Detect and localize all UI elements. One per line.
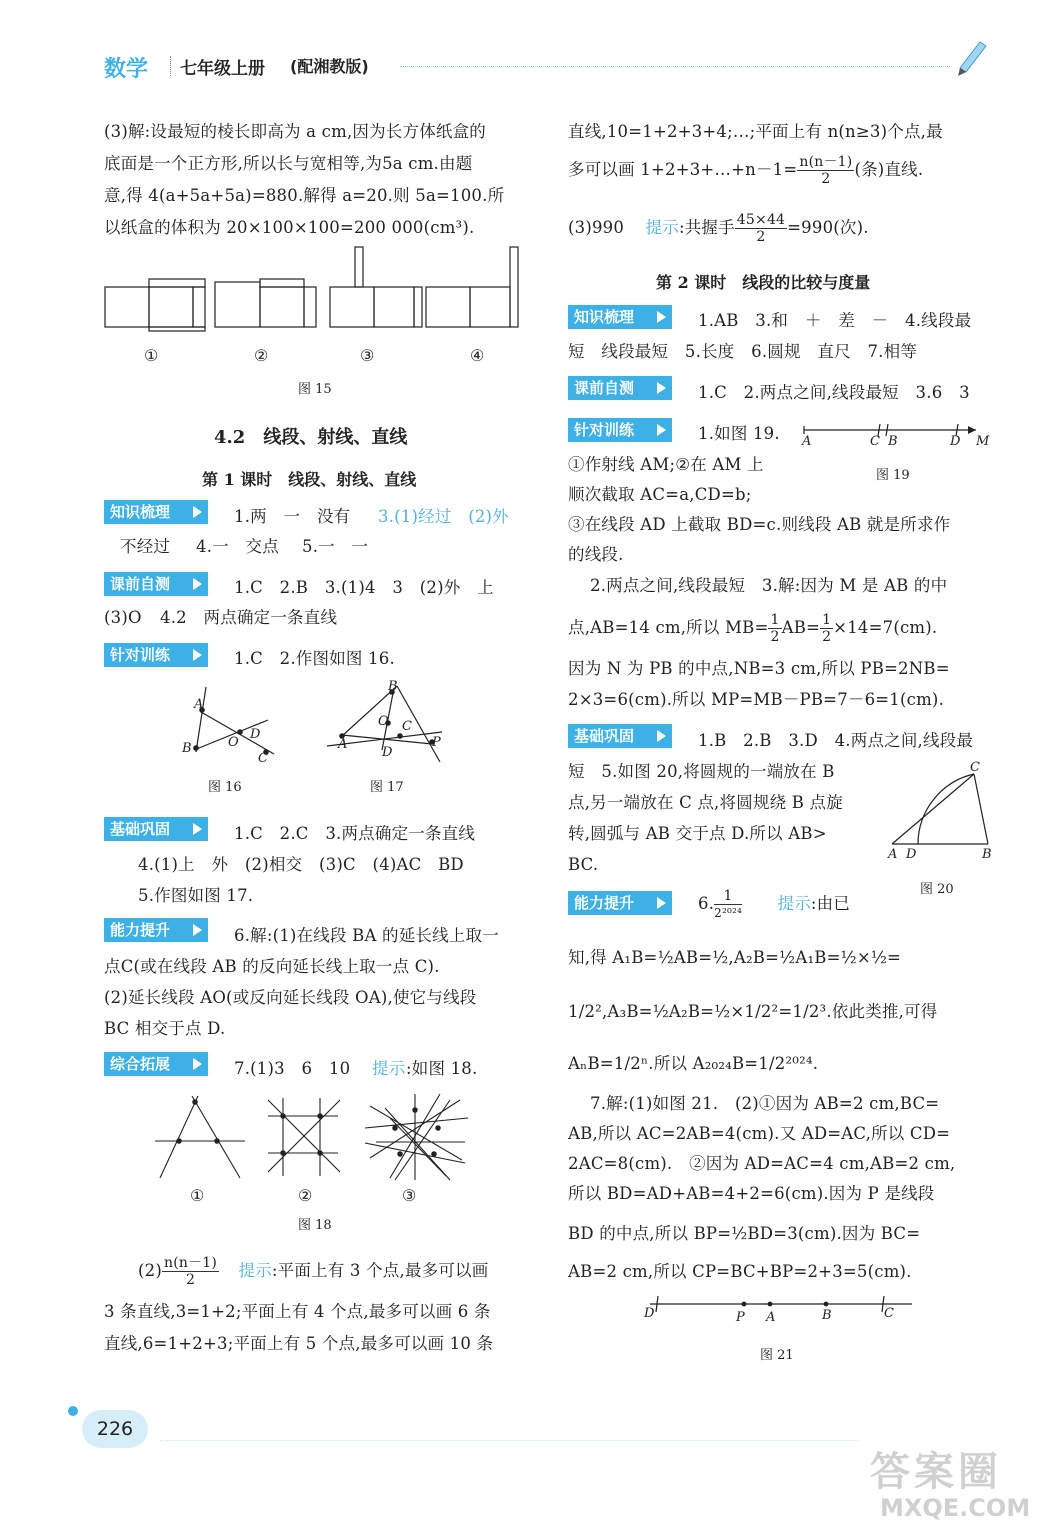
- r-q7-5: BD 的中点,所以 BP=½BD=3(cm).因为 BC=: [568, 1224, 921, 1243]
- svg-text:P: P: [432, 735, 441, 750]
- svg-text:C: C: [402, 719, 412, 734]
- r-jc3: 点,另一端放在 C 点,将圆规绕 B 点旋: [568, 793, 843, 812]
- fig16-caption: 图 16: [208, 780, 242, 795]
- r-q7-4: 所以 BD=AD+AB=4+2=6(cm).因为 P 是线段: [568, 1184, 935, 1203]
- r-q7-1: 7.解:(1)如图 21. (2)①因为 AB=2 cm,BC=: [590, 1094, 940, 1113]
- r-zd8: 因为 N 为 PB 的中点,NB=3 cm,所以 PB=2NB=: [568, 659, 950, 678]
- figure-20: [884, 760, 994, 866]
- l-nl4: BC 相交于点 D.: [104, 1019, 226, 1038]
- r-line3-pre: (3)990: [568, 218, 625, 237]
- r-nl1-pre: 6.: [698, 894, 715, 913]
- fig15-caption: 图 15: [298, 382, 332, 397]
- section-title: 4.2 线段、射线、直线: [214, 427, 408, 448]
- r-zd7-post: AB=: [781, 618, 821, 637]
- header-edition: (配湘教版): [290, 57, 369, 76]
- l-p2-den: 2: [185, 1272, 196, 1288]
- fig19-caption: 图 19: [876, 468, 910, 483]
- svg-text:O: O: [378, 714, 389, 729]
- r-q7-2: AB,所以 AC=2AB=4(cm).又 AD=AC,所以 CD=: [568, 1124, 951, 1143]
- l-zs1b: 3.(1)经过 (2)外: [378, 507, 509, 526]
- fig15-label-1: ①: [144, 346, 159, 365]
- r-jc2: 短 5.如图 20,将圆规的一端放在 B: [568, 762, 835, 781]
- tag-zhendui-1: 针对训练: [104, 643, 208, 667]
- r-jc4: 转,圆弧与 AB 交于点 D.所以 AB>: [568, 824, 827, 843]
- fig15-label-2: ②: [254, 346, 269, 365]
- lesson1-title: 第 1 课时 线段、射线、直线: [202, 470, 417, 489]
- l-zs2c: 5.一 一: [302, 537, 369, 556]
- fig21-label-d: D: [644, 1306, 655, 1321]
- l-jc2: 4.(1)上 外 (2)相交 (3)C (4)AC BD: [138, 855, 464, 874]
- l-jc1: 1.C 2.C 3.两点确定一条直线: [234, 824, 476, 843]
- tag-zonghe-1: 综合拓展: [104, 1052, 208, 1076]
- l-kq2: (3)O: [104, 608, 142, 627]
- svg-text:A: A: [338, 737, 348, 752]
- l-zh1b: :如图 18.: [406, 1059, 478, 1078]
- r-line3-hint: 提示: [645, 218, 679, 237]
- r-line2-post: (条)直线.: [854, 160, 924, 179]
- footer-dotted-line: [160, 1440, 860, 1441]
- r-nl1-post: :由已: [810, 894, 851, 913]
- l-p2-hint: 提示: [238, 1261, 272, 1280]
- r-zd2: ①作射线 AM;②在 AM 上: [568, 455, 764, 474]
- svg-text:B: B: [388, 680, 398, 694]
- tag-jichu-2: 基础巩固: [568, 724, 672, 748]
- r-line2-pre: 多可以画 1+2+3+…+n－1=: [568, 160, 798, 179]
- l-p2-line2: 3 条直线,3=1+2;平面上有 4 个点,最多可以画 6 条: [104, 1302, 491, 1321]
- l-p2: [138, 1253, 488, 1289]
- l-p2-frac: [162, 1255, 219, 1288]
- l-zh1-hint: 提示: [372, 1059, 406, 1078]
- r-zs1: 1.AB 3.和 ＋ 差 － 4.线段最: [698, 311, 972, 330]
- fig21-label-b: B: [822, 1308, 832, 1323]
- fig18-caption: 图 18: [298, 1218, 332, 1233]
- fig15-label-3: ③: [360, 346, 375, 365]
- fig19-label-a: A: [802, 434, 812, 449]
- fig19-label-b: B: [888, 434, 898, 449]
- r-line3-frac: [735, 212, 787, 245]
- l-nl3: (2)延长线段 AO(或反向延长线段 OA),使它与线段: [104, 988, 477, 1007]
- r-line3-mid: :共握手: [678, 218, 735, 237]
- svg-text:D: D: [250, 727, 261, 742]
- r-q7-3: 2AC=8(cm). ②因为 AD=AC=4 cm,AB=2 cm,: [568, 1154, 956, 1173]
- r-line3-num: 45×44: [736, 212, 786, 228]
- l-p2-pre: (2): [138, 1261, 162, 1280]
- r-jc1: 1.B 2.B 3.D 4.两点之间,线段最: [698, 731, 974, 750]
- tag-kqian-2: 课前自测: [568, 376, 672, 400]
- pen-icon: [950, 34, 994, 78]
- r-zd7-num1: 1: [770, 612, 780, 628]
- r-zd3: 顺次截取 AC=a,CD=b;: [568, 485, 752, 504]
- svg-text:D: D: [906, 847, 917, 862]
- l-nl1: 6.解:(1)在线段 BA 的延长线上取一: [234, 926, 499, 945]
- fig19-label-m: M: [976, 434, 990, 449]
- r-line2-num: n(n－1): [799, 154, 853, 170]
- r-nl1-num: 1: [714, 888, 742, 905]
- r-zd4: ③在线段 AD 上截取 BD=c.则线段 AB 就是所求作: [568, 515, 951, 534]
- svg-text:O: O: [228, 735, 239, 750]
- svg-text:C: C: [970, 760, 980, 775]
- r-nl1-frac: [714, 888, 742, 921]
- fig18-label-3: ③: [402, 1186, 417, 1205]
- left-p3-line4: 以纸盒的体积为 20×100×100=200 000(cm³).: [104, 218, 475, 237]
- l-p2-post: :平面上有 3 个点,最多可以画: [271, 1261, 489, 1280]
- r-kq1: 1.C 2.两点之间,线段最短 3.6 3: [698, 383, 970, 402]
- page-number: 226: [82, 1410, 148, 1448]
- figure-15: [100, 242, 530, 337]
- fig21-label-a: A: [766, 1310, 776, 1325]
- svg-text:A: A: [194, 697, 204, 712]
- l-nl2: 点C(或在线段 AB 的反向延长线上取一点 C).: [104, 957, 440, 976]
- r-zd7: [568, 608, 937, 648]
- l-p2-line3: 直线,6=1+2+3;平面上有 5 个点,最多可以画 10 条: [104, 1334, 494, 1353]
- l-zs1: 1.两 一 没有: [234, 507, 351, 526]
- fig19-label-d: D: [950, 434, 961, 449]
- left-p3-line1: (3)解:设最短的棱长即高为 a cm,因为长方体纸盒的: [104, 122, 486, 141]
- r-nl4: AₙB=1/2ⁿ.所以 A₂₀₂₄B=1/2²⁰²⁴.: [568, 1054, 819, 1073]
- header-grade: 七年级上册: [180, 59, 265, 79]
- r-nl1-hint: 提示: [777, 894, 811, 913]
- r-line2: [568, 152, 923, 188]
- r-line3-post: =990(次).: [787, 218, 869, 237]
- fig21-label-c: C: [884, 1306, 894, 1321]
- header-divider: [170, 56, 172, 76]
- figure-17: [322, 680, 452, 764]
- r-nl1-den: 2²⁰²⁴: [714, 906, 743, 920]
- watermark-logo: 答案圈: [870, 1449, 1002, 1495]
- l-kq1: 1.C 2.B 3.(1)4 3 (2)外 上: [234, 578, 494, 597]
- figure-21: [640, 1290, 920, 1330]
- tag-jichu-1: 基础巩固: [104, 817, 208, 841]
- r-zd7-post2: ×14=7(cm).: [833, 618, 938, 637]
- r-zd5: 的线段.: [568, 545, 624, 564]
- tag-zhendui-2: 针对训练: [568, 418, 672, 442]
- watermark-url: MXQE.COM: [880, 1494, 1031, 1522]
- tag-nengli-2: 能力提升: [568, 891, 672, 915]
- r-line2-frac: [797, 154, 854, 187]
- r-zd7-den2: 2: [822, 629, 832, 645]
- r-jc5: BC.: [568, 855, 599, 874]
- figure-18: [150, 1088, 470, 1184]
- left-p3-line2: 底面是一个正方形,所以长与宽相等,为5a cm.由题: [104, 154, 473, 173]
- r-q7-6: AB=2 cm,所以 CP=BC+BP=2+3=5(cm).: [568, 1262, 912, 1281]
- svg-text:B: B: [182, 741, 192, 756]
- r-zd9: 2×3=6(cm).所以 MP=MB－PB=7－6=1(cm).: [568, 690, 945, 709]
- tag-zhishi-1: 知识梳理: [104, 500, 208, 524]
- r-zd7-num2: 1: [822, 612, 832, 628]
- left-p3-line3: 意,得 4(a+5a+5a)=880.解得 a=20.则 5a=100.所: [104, 186, 505, 205]
- l-kq2b: 4.2 两点确定一条直线: [160, 608, 338, 627]
- l-zs2: 不经过: [120, 537, 171, 556]
- figure-16: [176, 682, 276, 762]
- r-zd7-den1: 2: [770, 629, 780, 645]
- r-zs2: 短 线段最短 5.长度 6.圆规 直尺 7.相等: [568, 342, 918, 361]
- fig21-label-p: P: [736, 1310, 745, 1325]
- fig18-label-2: ②: [298, 1186, 313, 1205]
- l-p2-num: n(n－1): [163, 1255, 218, 1271]
- svg-text:C: C: [258, 751, 268, 762]
- r-line3-den: 2: [756, 229, 766, 245]
- page-dot-decor: [68, 1406, 78, 1416]
- fig18-label-1: ①: [190, 1186, 205, 1205]
- l-zh1: 7.(1)3 6 10: [234, 1059, 351, 1078]
- r-nl1: [698, 886, 850, 922]
- fig20-caption: 图 20: [920, 882, 954, 897]
- lesson2-title: 第 2 课时 线段的比较与度量: [656, 273, 871, 292]
- tag-zhishi-2: 知识梳理: [568, 305, 672, 329]
- header-subject: 数学: [104, 57, 149, 82]
- r-nl3: 1/2²,A₃B=½A₂B=½×1/2²=1/2³.依此类推,可得: [568, 1002, 938, 1021]
- r-zd6: 2.两点之间,线段最短 3.解:因为 M 是 AB 的中: [590, 576, 948, 595]
- r-line2-den: 2: [821, 171, 831, 187]
- r-zd7-frac1: [768, 612, 781, 645]
- r-nl2: 知,得 A₁B=½AB=½,A₂B=½A₁B=½×½=: [568, 948, 902, 967]
- r-zd7-frac2: [820, 612, 833, 645]
- svg-text:A: A: [888, 847, 898, 862]
- r-line1: 直线,10=1+2+3+4;…;平面上有 n(n≥3)个点,最: [568, 122, 943, 141]
- l-zd1: 1.C 2.作图如图 16.: [234, 649, 395, 668]
- fig21-caption: 图 21: [760, 1348, 794, 1363]
- r-line3: [568, 210, 869, 246]
- tag-kqian-1: 课前自测: [104, 572, 208, 596]
- svg-text:B: B: [982, 847, 992, 862]
- fig17-caption: 图 17: [370, 780, 404, 795]
- l-jc3: 5.作图如图 17.: [138, 886, 254, 905]
- l-zs2b: 4.一 交点: [196, 537, 279, 556]
- header-dotted-line: [400, 66, 950, 67]
- svg-text:D: D: [382, 745, 393, 760]
- tag-nengli-1: 能力提升: [104, 918, 208, 942]
- r-zd1: 1.如图 19.: [698, 424, 780, 443]
- r-zd7-pre: 点,AB=14 cm,所以 MB=: [568, 618, 769, 637]
- fig15-label-4: ④: [470, 346, 485, 365]
- fig19-label-c: C: [870, 434, 880, 449]
